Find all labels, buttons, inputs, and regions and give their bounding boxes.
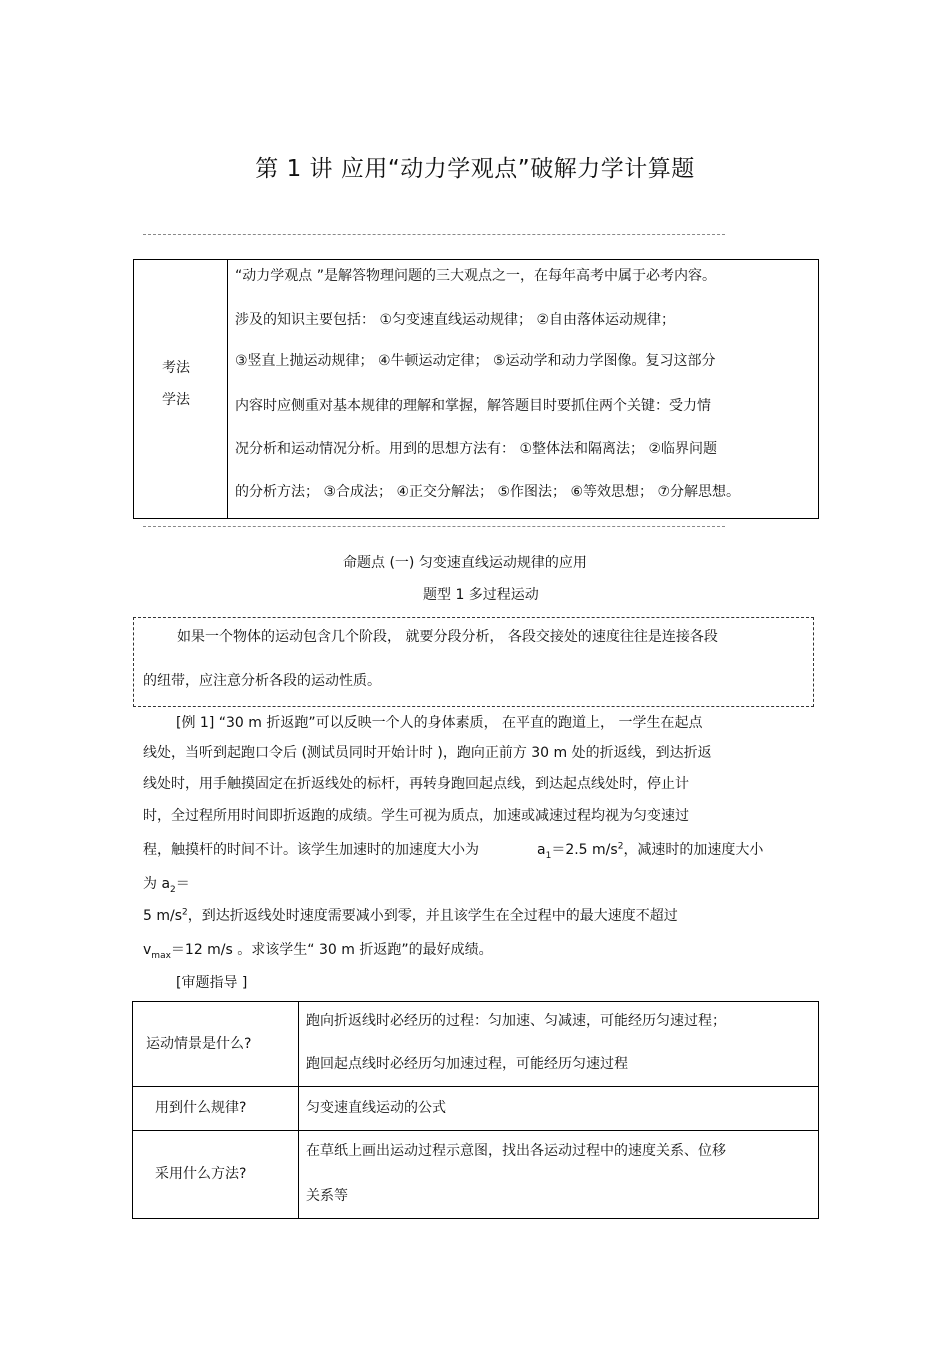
intro-line-5: 况分析和运动情况分析。用到的思想方法有： ①整体法和隔离法； ②临界问题 xyxy=(235,441,717,457)
intro-line-1: “动力学观点 ”是解答物理问题的三大观点之一，在每年高考中属于必考内容。 xyxy=(235,268,716,284)
vmax-subscript: max xyxy=(151,950,171,961)
example-line-7-text: ，到达折返线处时速度需要减小到零，并且该学生在全过程中的最大速度不超过 xyxy=(187,908,678,924)
guide-a-1-line-1: 跑向折返线时必经历的过程：匀加速、匀减速，可能经历匀速过程； xyxy=(306,1013,726,1029)
section-subheading: 题型 1 多过程运动 xyxy=(423,587,539,603)
guide-a-2: 匀变速直线运动的公式 xyxy=(306,1100,446,1116)
a2-subscript: 2 xyxy=(170,884,176,895)
guide-q-3: 采用什么方法? xyxy=(155,1166,247,1182)
guide-q-1: 运动情景是什么? xyxy=(146,1036,252,1052)
guide-label: [审题指导 ] xyxy=(176,975,248,991)
guide-col-divider xyxy=(298,1002,299,1218)
guide-a-3-line-1: 在草纸上画出运动过程示意图，找出各运动过程中的速度关系、位移 xyxy=(306,1143,726,1159)
guide-q-2: 用到什么规律? xyxy=(155,1100,247,1116)
example-line-8-text: ＝12 m/s 。求该学生“ 30 m 折返跑”的最好成绩。 xyxy=(170,942,493,958)
a1-subscript: 1 xyxy=(545,850,552,861)
guide-row-divider-2 xyxy=(133,1130,818,1131)
example-line-6 xyxy=(143,873,190,895)
vmax-symbol: v xyxy=(143,942,152,958)
intro-side-label-2: 学法 xyxy=(162,392,190,408)
guide-a-1-line-2: 跑回起点线时必经历匀加速过程，可能经历匀速过程 xyxy=(306,1056,628,1072)
intro-side-label-1: 考法 xyxy=(162,360,190,376)
example-line-2: 线处，当听到起跑口令后 (测试员同时开始计时 )，跑向正前方 30 m 处的折返线，到达折返 xyxy=(143,745,712,761)
tip-line-1: 如果一个物体的运动包含几个阶段， 就要分段分析， 各段交接处的速度往往是连接各段 xyxy=(177,629,718,645)
intro-line-4: 内容时应侧重对基本规律的理解和掌握，解答题目时要抓住两个关键：受力情 xyxy=(235,398,711,414)
a2-value: 5 m/s xyxy=(143,908,183,924)
section-heading: 命题点 (一) 匀变速直线运动规律的应用 xyxy=(343,555,587,571)
a2-equals: ＝ xyxy=(175,876,190,892)
intro-line-6: 的分析方法； ③合成法； ④正交分解法； ⑤作图法； ⑥等效思想； ⑦分解思想。 xyxy=(235,484,741,500)
example-line-1: [例 1] “30 m 折返跑”可以反映一个人的身体素质， 在平直的跑道上， 一学生在起点 xyxy=(176,715,703,731)
guide-row-divider-1 xyxy=(133,1086,818,1087)
example-line-7 xyxy=(143,905,678,925)
tip-line-2: 的纽带，应注意分析各段的运动性质。 xyxy=(143,673,381,689)
a2-exponent: 2 xyxy=(182,907,188,918)
intro-table xyxy=(133,259,819,519)
intro-line-2: 涉及的知识主要包括： ①匀变速直线运动规律； ②自由落体运动规律； xyxy=(235,312,676,328)
a1-symbol: a xyxy=(537,842,546,858)
example-line-5 xyxy=(143,839,763,861)
example-line-8 xyxy=(143,939,493,961)
example-line-3: 线处时，用手触摸固定在折返线处的标杆，再转身跑回起点线，到达起点线处时，停止计 xyxy=(143,776,689,792)
intro-line-3: ③竖直上抛运动规律； ④牛顿运动定律； ⑤运动学和动力学图像。复习这部分 xyxy=(235,353,716,369)
example-line-4: 时，全过程所用时间即折返跑的成绩。学生可视为质点，加速或减速过程均视为匀变速过 xyxy=(143,808,689,824)
intro-divider xyxy=(227,260,228,518)
a1-exponent: 2 xyxy=(617,841,624,852)
divider-top xyxy=(143,234,725,235)
guide-a-3-line-2: 关系等 xyxy=(306,1188,348,1204)
divider-bottom xyxy=(143,526,725,527)
a1-value: ＝2.5 m/s xyxy=(551,842,618,858)
example-line-5-tail: ，减速时的加速度大小 xyxy=(623,842,764,858)
page-title: 第 1 讲 应用“动力学观点”破解力学计算题 xyxy=(255,156,695,182)
example-line-5-text: 程，触摸杆的时间不计。该学生加速时的加速度大小为 xyxy=(143,842,479,858)
a2-prefix: 为 a xyxy=(143,876,171,892)
